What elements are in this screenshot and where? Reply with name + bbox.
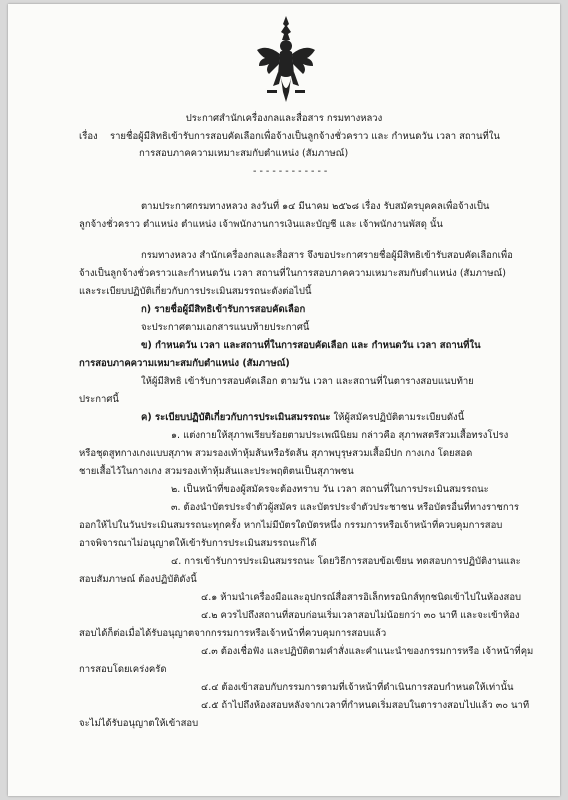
item-3-line-2: ออกให้ไปในวันประเมินสมรรถนะทุกครั้ง หากไม่มีบัตรใดบัตรหนึ่ง กรรมการหรือเจ้าหน้าที่ควบคุมการสอบ [79, 520, 503, 531]
item-4-4: ๔.๔ ต้องเข้าสอบกับกรรมการตามที่เจ้าหน้าที่ดำเนินการสอบกำหนดให้เท่านั้น [201, 682, 514, 693]
item-3-line-3: อาจพิจารณาไม่อนุญาตให้เข้ารับการประเมินสมรรถนะก็ได้ [79, 538, 317, 549]
item-4-5-line-2: จะไม่ได้รับอนุญาตให้เข้าสอบ [79, 718, 199, 729]
section-b-body-line-1: ให้ผู้มีสิทธิ เข้ารับการสอบคัดเลือก ตามวัน เวลา และสถานที่ในตารางสอบแนบท้าย [141, 376, 474, 387]
section-c-title-row [141, 411, 464, 425]
garuda-emblem-icon [253, 14, 319, 104]
item-4-line-1: ๔. การเข้ารับการประเมินสมรรถนะ โดยวิธีการสอบข้อเขียน ทดสอบการปฏิบัติงานและ [171, 556, 521, 567]
section-b-title-line-1: ข) กำหนดวัน เวลา และสถานที่ในการสอบคัดเลือก และ กำหนดวัน เวลา สถานที่ใน [141, 340, 481, 351]
section-c-title: ค) ระเบียบปฏิบัติเกี่ยวกับการประเมินสมรรถนะ [141, 412, 331, 423]
item-4-3-line-1: ๔.๓ ต้องเชื่อฟัง และปฏิบัติตามคำสั่งและคำแนะนำของกรรมการหรือ เจ้าหน้าที่คุม [201, 646, 534, 657]
document-page [8, 4, 560, 796]
section-b-body-line-2: ประกาศนี้ [79, 394, 119, 405]
document-header: ประกาศสำนักเครื่องกลและสื่อสาร กรมทางหลวง [185, 113, 383, 124]
intro-line-2: ลูกจ้างชั่วคราว ตำแหน่ง ตำแหน่ง เจ้าพนักงานการเงินและบัญชี และ เจ้าพนักงานพัสดุ นั้น [79, 219, 443, 230]
divider: - - - - - - - - - - - - [253, 166, 328, 177]
item-4-3-line-2: การสอบโดยเคร่งครัด [79, 664, 167, 675]
item-2: ๒. เป็นหน้าที่ของผู้สมัครจะต้องทราบ วัน เวลา สถานที่ในการประเมินสมรรถนะ [171, 484, 489, 495]
subject-line-2: การสอบภาคความเหมาะสมกับตำแหน่ง (สัมภาษณ์) [139, 148, 349, 159]
item-4-2-line-2: สอบได้ก็ต่อเมื่อได้รับอนุญาตจากกรรมการหรือเจ้าหน้าที่ควบคุมการสอบแล้ว [79, 628, 387, 639]
intro-line-1: ตามประกาศกรมทางหลวง ลงวันที่ ๑๔ มีนาคม ๒๕๖๘ เรื่อง รับสมัครบุคคลเพื่อจ้างเป็น [141, 201, 490, 212]
section-a-body: จะประกาศตามเอกสารแนบท้ายประกาศนี้ [141, 322, 310, 333]
section-a-title: ก) รายชื่อผู้มีสิทธิเข้ารับการสอบคัดเลือก [141, 304, 306, 315]
item-1-line-1: ๑. แต่งกายให้สุภาพเรียบร้อยตามประเพณีนิยม กล่าวคือ สุภาพสตรีสวมเสื้อทรงโปรง [171, 430, 509, 441]
item-4-2-line-1: ๔.๒ ควรไปถึงสถานที่สอบก่อนเริ่มเวลาสอบไม่น้อยกว่า ๓๐ นาที และจะเข้าห้อง [201, 610, 520, 621]
para2-line-2: จ้างเป็นลูกจ้างชั่วคราวและกำหนดวัน เวลา สถานที่ในการสอบภาคความเหมาะสมกับตำแหน่ง (สัมภาษณ์) [79, 268, 506, 279]
section-c-title-tail: ให้ผู้สมัครปฏิบัติตามระเบียบดังนี้ [333, 412, 465, 423]
para2-line-3: และระเบียบปฏิบัติเกี่ยวกับการประเมินสมรรถนะดังต่อไปนี้ [79, 286, 312, 297]
item-4-line-2: สอบสัมภาษณ์ ต้องปฏิบัติดังนี้ [79, 574, 197, 585]
para2-line-1: กรมทางหลวง สำนักเครื่องกลและสื่อสาร จึงขอประกาศรายชื่อผู้มีสิทธิเข้ารับสอบคัดเลือกเพื่อ [141, 250, 513, 261]
item-1-line-3: ชายเสื้อไว้ในกางเกง สวมรองเท้าหุ้มส้นและประพฤติตนเป็นสุภาพชน [79, 466, 354, 477]
item-1-line-2: หรือชุดสูทกางเกงแบบสุภาพ สวมรองเท้าหุ้มส้นหรือรัดส้น สุภาพบุรุษสวมเสื้อมีปก กางเกง โดยสอด [79, 448, 473, 459]
subject-label: เรื่อง [79, 131, 98, 142]
subject-line-1: รายชื่อผู้มีสิทธิเข้ารับการสอบคัดเลือกเพื่อจ้างเป็นลูกจ้างชั่วคราว และ กำหนดวัน เวลา สถานที่ใน [110, 131, 500, 142]
section-b-title-line-2: การสอบภาคความเหมาะสมกับตำแหน่ง (สัมภาษณ์) [79, 358, 290, 369]
item-3-line-1: ๓. ต้องนำบัตรประจำตัวผู้สมัคร และบัตรประจำตัวประชาชน หรือบัตรอื่นที่ทางราชการ [171, 502, 520, 513]
item-4-5-line-1: ๔.๕ ถ้าไปถึงห้องสอบหลังจากเวลาที่กำหนดเริ่มสอบในตารางสอบไปแล้ว ๓๐ นาที [201, 700, 530, 711]
item-4-1: ๔.๑ ห้ามนำเครื่องมือและอุปกรณ์สื่อสารอิเล็กทรอนิกส์ทุกชนิดเข้าไปในห้องสอบ [201, 592, 522, 603]
